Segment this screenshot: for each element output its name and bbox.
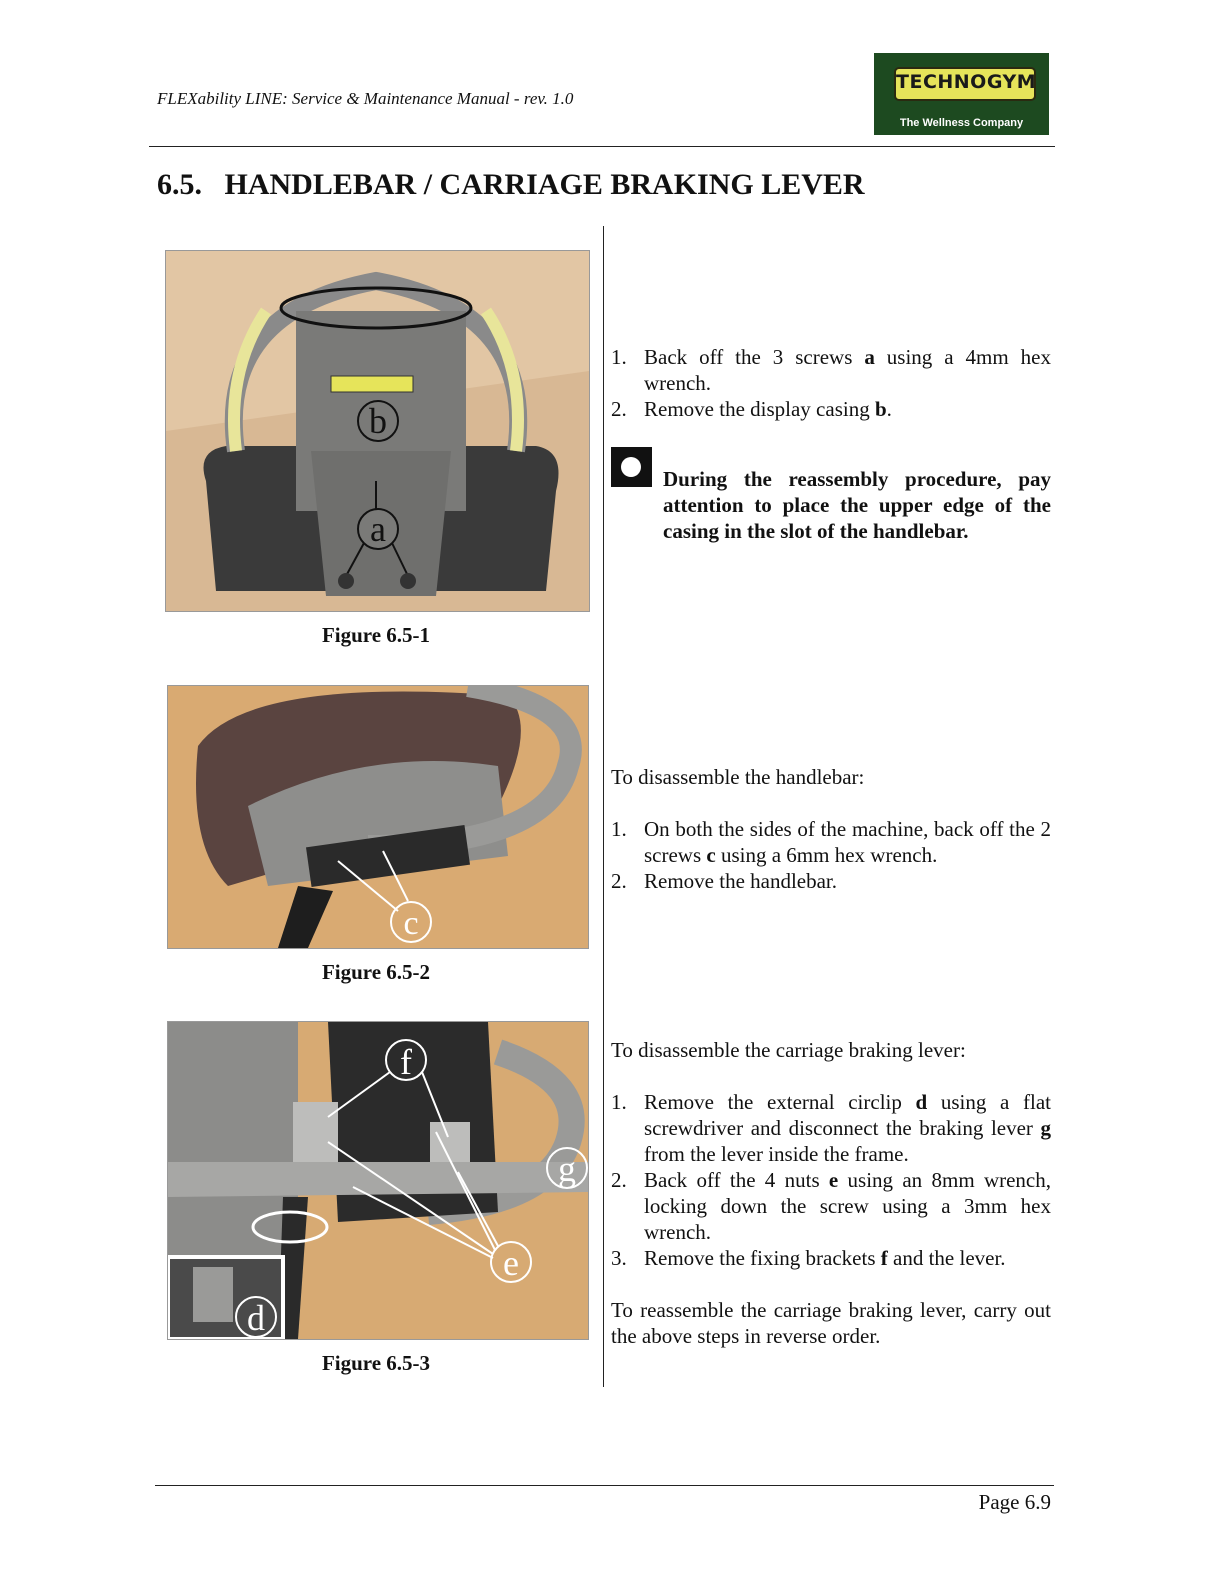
section-title: 6.5. HANDLEBAR / CARRIAGE BRAKING LEVER (157, 168, 865, 201)
figure-3-caption: Figure 6.5-3 (321, 1351, 431, 1375)
reassembly-note: During the reassembly procedure, pay attention to place the upper edge of the casing in the slot of the handlebar. (663, 467, 1051, 543)
figure-1-label-a: a (370, 509, 386, 549)
list-item: 2. Back off the 4 nuts e using an 8mm wrench, locking down the screw using a 3mm hex wrench. (611, 1168, 1051, 1244)
page-number: Page 6.9 (978, 1490, 1051, 1514)
column-divider (603, 226, 604, 1387)
figure-1-photo (165, 250, 590, 612)
figure-1-caption: Figure 6.5-1 (321, 623, 431, 647)
list-item: 3. Remove the fixing brackets f and the lever. (611, 1246, 1006, 1270)
footer-divider (155, 1485, 1054, 1486)
figure-2-caption: Figure 6.5-2 (321, 960, 431, 984)
figure-3-label-f: f (400, 1042, 412, 1082)
steps-display-casing (611, 344, 1051, 422)
list-item: 2. Remove the display casing b. (611, 397, 892, 421)
reassembly-instructions: To reassemble the carriage braking lever, carry out the above steps in reverse order. (611, 1298, 1051, 1348)
braking-lever-intro: To disassemble the carriage braking lever: (611, 1038, 966, 1062)
steps-braking-lever (611, 1037, 1051, 1349)
technogym-logo (874, 53, 1049, 135)
header-divider (149, 146, 1055, 147)
figure-3-photo (167, 1021, 589, 1340)
handlebar-intro: To disassemble the handlebar: (611, 765, 865, 789)
figure-2-photo (167, 685, 589, 949)
list-item: 1. On both the sides of the machine, back off the 2 screws c using a 6mm hex wrench. (611, 817, 1051, 867)
warning-note-icon (611, 447, 652, 487)
figure-2-label-c: c (403, 905, 419, 942)
list-item: 1. Back off the 3 screws a using a 4mm hex wrench. (611, 345, 1051, 395)
logo-tagline: The Wellness Company (899, 117, 1024, 129)
figure-3-label-e: e (503, 1243, 519, 1283)
figure-3-label-g: g (558, 1149, 576, 1189)
document-title: FLEXability LINE: Service & Maintenance Manual - rev. 1.0 (157, 89, 574, 108)
figure-3-label-d: d (247, 1298, 265, 1338)
figure-1-label-b: b (369, 401, 387, 441)
list-item: 2. Remove the handlebar. (611, 869, 838, 893)
logo-brand: TECHNOGYM (896, 71, 1037, 93)
steps-handlebar (611, 764, 1051, 894)
logo-plate (894, 67, 1036, 101)
list-item: 1. Remove the external circlip d using a flat screwdriver and disconnect the braking lever g from the lever inside the frame. (611, 1090, 1051, 1166)
